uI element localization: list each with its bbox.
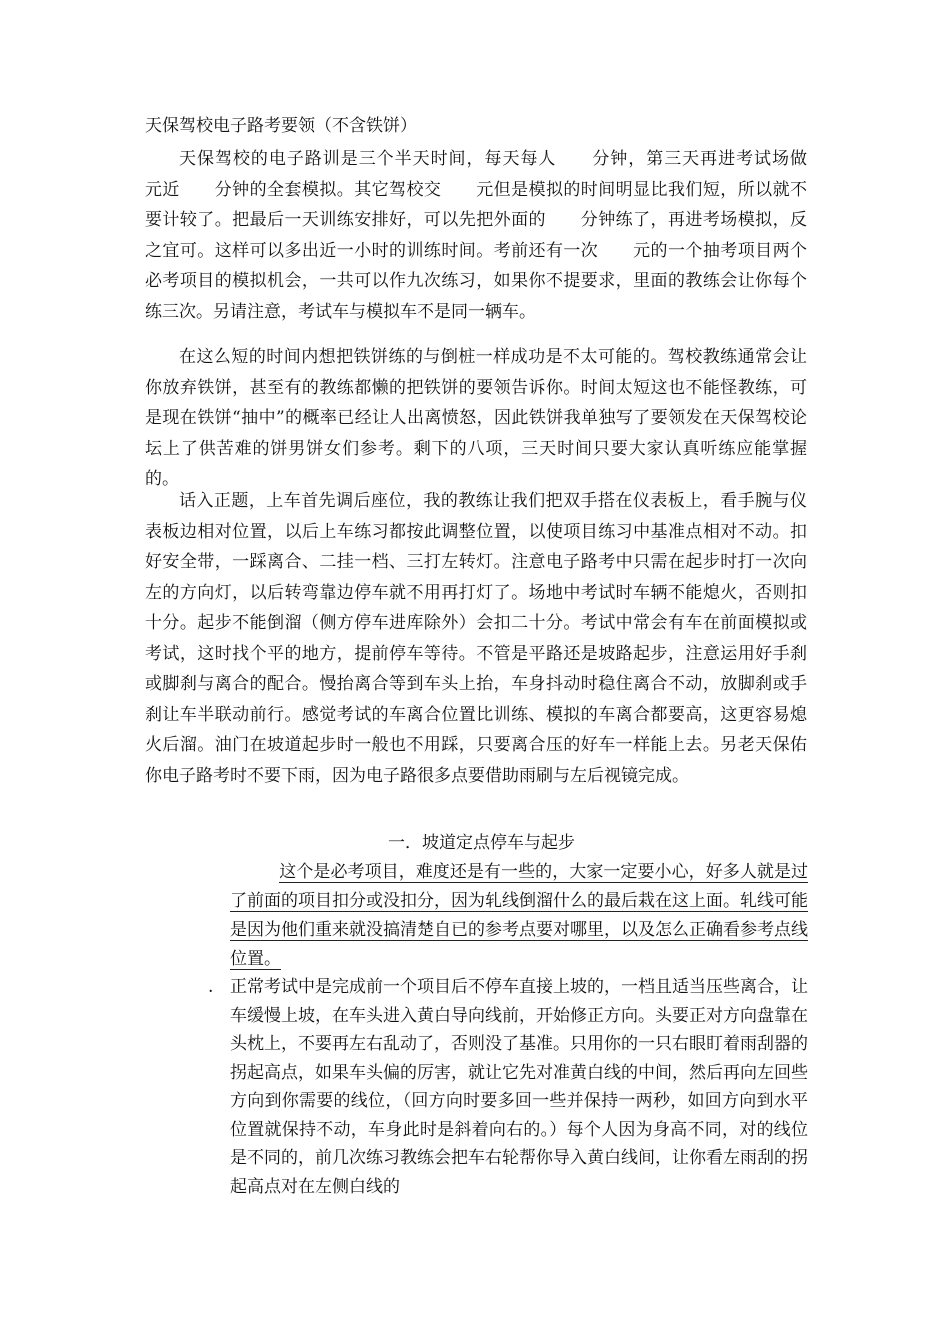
bullet-paragraph-text: 正常考试中是完成前一个项目后不停车直接上坡的，一档且适当压些离合，让车缓慢上坡，在车头进入黄白导向线前，开始修正方向。头要正对方向盘靠在头枕上，不要再左右乱动了，否则没了基准。只用你的一只右眼盯着雨刮器的拐起高点，如果车头偏的厉害，就让它先对准黄白线的中间，然后再向左回些方向到你需要的线位，（回方向时要多回一些并保持一两秒，如回方向到水平位置就保持不动，车身此时是斜着向右的。）每个人因为身高不同，对的线位是不同的，前几次练习教练会把车右轮帮你导入黄白线间，让你看左雨刮的拐起高点对在左侧白线的 bbox=[230, 977, 808, 1197]
paragraph-getting-started: 话入正题，上车首先调后座位，我的教练让我们把双手搭在仪表板上，看手腕与仪表板边相对位置，以后上车练习都按此调整位置，以使项目练习中基准点相对不动。扣好安全带，一踩离合、二挂一档、三打左转灯。注意电子路考中只需在起步时打一次向左的方向灯，以后转弯靠边停车就不用再打灯了。场地中考试时车辆不能熄火，否则扣十分。起步不能倒溜（侧方停车进库除外）会扣二十分。考试中常会有车在前面模拟或考试，这时找个平的地方，提前停车等待。不管是平路还是坡路起步，注意运用好手刹或脚刹与离合的配合。慢抬离合等到车头上抬，车身抖动时稳住离合不动，放脚刹或手刹让车半联动前行。感觉考试的车离合位置比训练、模拟的车离合都要高，这更容易熄火后溜。油门在坡道起步时一般也不用踩，只要离合压的好车一样能上去。另老天保佑你电子路考时不要下雨，因为电子路很多点要借助雨刷与左后视镜完成。 bbox=[145, 491, 807, 786]
paragraph-intro: 天保驾校的电子路训是三个半天时间，每天每人 分钟，第三天再进考试场做 元近 分钟的全套模拟。其它驾校交 元但是模拟的时间明显比我们短，所以就不要计较了。把最后一天训练安排好，可以先把外面的 分钟练了，再进考场模拟，反之宜可。这样可以多出近一小时的训练时间。考前还有一次 元的一个抽考项目两个必考项目的模拟机会，一共可以作九次练习，如果你不提要求，里面的教练会让你每个练三次。另请注意，考试车与模拟车不是同一辆车。 bbox=[145, 149, 841, 322]
boxed-note-text: 这个是必考项目，难度还是有一些的，大家一定要小心，好多人就是过了前面的项目扣分或没扣分，因为轧线倒溜什么的最后栽在这上面。轧线可能是因为他们重来就没搞清楚自已的参考点要对哪里，以及怎么正确看参考点线位置。 bbox=[230, 862, 808, 969]
document-title: 天保驾校电子路考要领（不含铁饼） bbox=[145, 116, 417, 136]
paragraph-discus: 在这么短的时间内想把铁饼练的与倒桩一样成功是不太可能的。驾校教练通常会让你放弃铁饼，甚至有的教练都懒的把铁饼的要领告诉你。时间太短这也不能怪教练，可是现在铁饼“抽中”的概率已经让人出离愤怒，因此铁饼我单独写了要领发在天保驾校论坛上了供苦难的饼男饼女们参考。剩下的八项，三天时间只要大家认真听练应能掌握的。 bbox=[145, 347, 807, 489]
section-heading: 一．坡道定点停车与起步 bbox=[388, 833, 575, 853]
boxed-note bbox=[230, 858, 808, 974]
bullet-marker: . bbox=[208, 977, 214, 997]
bullet-paragraph bbox=[208, 973, 808, 1201]
